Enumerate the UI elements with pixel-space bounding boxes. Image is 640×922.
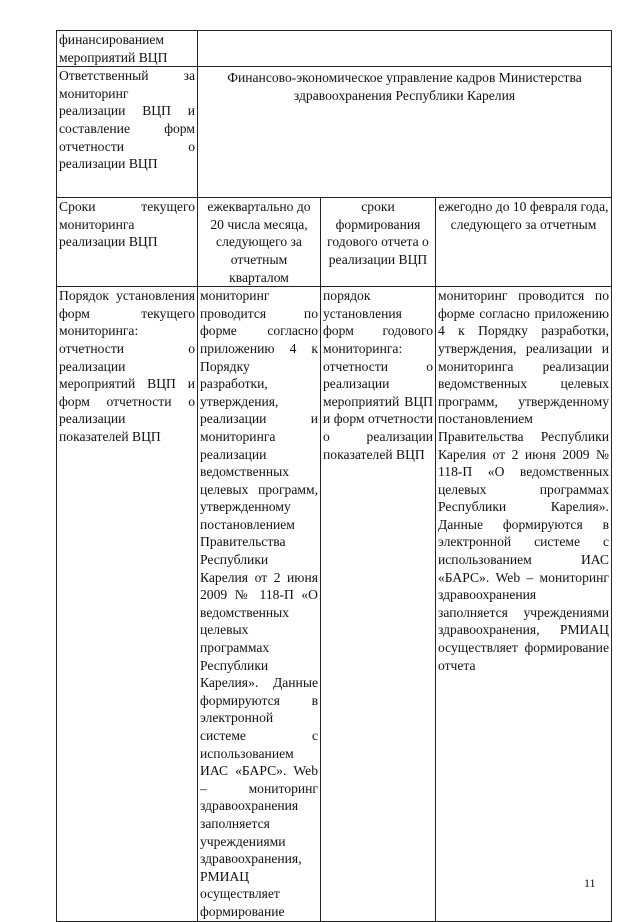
table-row: [57, 67, 612, 198]
table-row: [57, 198, 612, 287]
cell-annual-procedure-header: порядок установления форм годового мониторинга: отчетности о реализации мероприятий ВЦП и форм отчетности о реализации показателей ВЦП: [321, 287, 436, 921]
row-value-financing: [198, 31, 612, 67]
row-label-financing: финансированием мероприятий ВЦП: [57, 31, 198, 67]
document-page: [56, 30, 612, 922]
cell-annual-deadline: ежегодно до 10 февраля года, следующего за отчетным: [436, 198, 612, 287]
page-number: 11: [584, 876, 596, 890]
table-row: [57, 31, 612, 67]
program-info-table: [56, 30, 612, 922]
cell-annual-procedure: мониторинг проводится по форме согласно приложению 4 к Порядку разработки, утверждения, реализации и мониторинга реализации ведомственных целевых программ, утвержденному постановлением Правительства Республики Карелия от 2 июня 2009 № 118-П «О ведомственных целевых программах Республики Карелия». Данные формируются в электронной системе с использованием ИАС «БАРС». Web – мониторинг здравоохранения заполняется учреждениями здравоохранения, РМИАЦ осуществляет формирование отчета: [436, 287, 612, 921]
row-label-procedure: Порядок установления форм текущего мониторинга: отчетности о реализации мероприятий ВЦП и форм отчетности о реализации показателей ВЦП: [57, 287, 198, 921]
cell-annual-header: сроки формирования годового отчета о реализации ВЦП: [321, 198, 436, 287]
table-row: [57, 287, 612, 921]
cell-quarterly-deadline: ежеквартально до 20 числа месяца, следующего за отчетным кварталом: [198, 198, 321, 287]
cell-quarterly-procedure: мониторинг проводится по форме согласно приложению 4 к Порядку разработки, утверждения, реализации и мониторинга реализации ведомственных целевых программ, утвержденному постановлением Правительства Республики Карелия от 2 июня 2009 № 118-П «О ведомственных целевых программах Республики Карелия». Данные формируются в электронной системе с использованием ИАС «БАРС». Web – мониторинг здравоохранения заполняется учреждениями здравоохранения, РМИАЦ осуществляет формирование: [198, 287, 321, 921]
row-value-responsible: Финансово-экономическое управление кадров Министерства здравоохранения Республики Карелия: [198, 67, 612, 198]
row-label-responsible: Ответственный за мониторинг реализации ВЦП и составление форм отчетности о реализации ВЦП: [57, 67, 198, 198]
row-label-deadlines: Сроки текущего мониторинга реализации ВЦП: [57, 198, 198, 287]
